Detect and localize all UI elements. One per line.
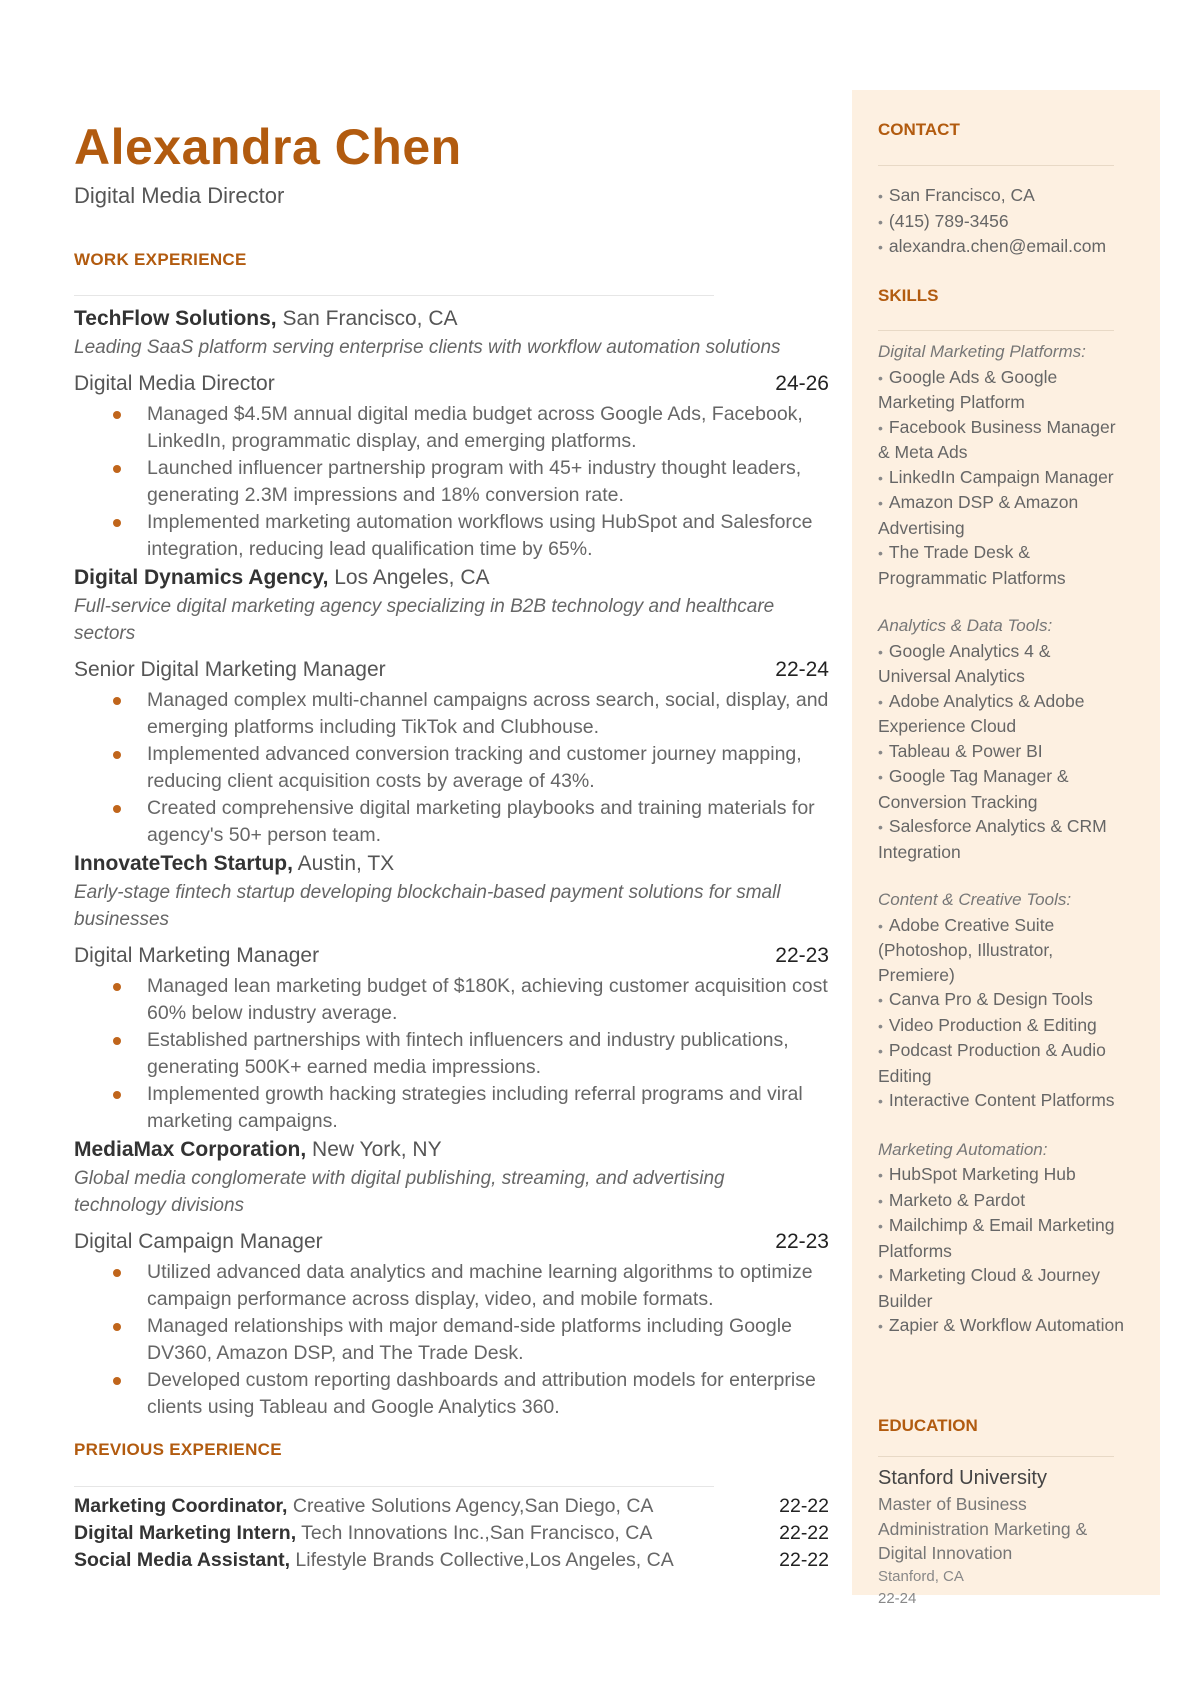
previous-org: Lifestyle Brands Collective,Los Angeles, CA	[290, 1549, 674, 1571]
job-entry	[74, 563, 829, 849]
contact-location: • San Francisco, CA	[878, 185, 1035, 205]
contact-email: • alexandra.chen@email.com	[878, 236, 1107, 256]
job-role: Senior Digital Marketing Manager	[74, 658, 386, 681]
skill-item: • Video Production & Editing	[878, 1014, 1097, 1035]
previous-item	[74, 1547, 829, 1574]
job-entry	[74, 304, 829, 563]
education-degree: Master of Business Administration Marketing & Digital Innovation	[878, 1494, 1088, 1563]
job-bullet: Implemented advanced conversion tracking and customer journey mapping, reducing client acquisition costs by average of 43%.	[74, 741, 829, 795]
skill-item: • Facebook Business Manager & Meta Ads	[878, 416, 1116, 462]
job-bullet: Managed lean marketing budget of $180K, achieving customer acquisition cost 60% below industry average.	[74, 973, 829, 1027]
previous-dates: 22-22	[779, 1495, 829, 1517]
job-dates: 22-23	[775, 944, 829, 967]
previous-experience-heading: PREVIOUS EXPERIENCE	[74, 1440, 282, 1459]
skill-item: • Marketing Cloud & Journey Builder	[878, 1265, 1100, 1311]
education-heading: EDUCATION	[878, 1416, 978, 1435]
previous-dates: 22-22	[779, 1522, 829, 1544]
skill-group	[878, 888, 1128, 1114]
skill-item: • Google Tag Manager & Conversion Tracking	[878, 766, 1069, 812]
job-bullet: Established partnerships with fintech influencers and industry publications, generating 500K+ earned media impressions.	[74, 1027, 829, 1081]
job-role-row	[74, 369, 829, 399]
skill-item: • Marketo & Pardot	[878, 1189, 1026, 1210]
job-role-row	[74, 655, 829, 685]
contact-heading: CONTACT	[878, 120, 960, 139]
job-role-row	[74, 941, 829, 971]
contact-list	[878, 183, 1122, 260]
job-description: Full-service digital marketing agency specializing in B2B technology and healthcare sectors	[74, 596, 775, 644]
skill-item: • The Trade Desk & Programmatic Platforms	[878, 542, 1066, 588]
education-school: Stanford University	[878, 1467, 1047, 1489]
skill-item: • Google Ads & Google Marketing Platform	[878, 366, 1058, 412]
education-dates: 22-24	[878, 1589, 917, 1607]
divider	[878, 330, 1114, 331]
education-entry	[878, 1465, 1118, 1610]
skill-item: • Amazon DSP & Amazon Advertising	[878, 492, 1079, 538]
skills-list	[878, 340, 1128, 1363]
previous-item	[74, 1493, 829, 1520]
skill-category: Analytics & Data Tools:	[878, 616, 1053, 635]
skill-group	[878, 614, 1128, 864]
job-bullet: Developed custom reporting dashboards and attribution models for enterprise clients using Tableau and Google Analytics 360.	[74, 1367, 829, 1421]
skill-item: • Tableau & Power BI	[878, 740, 1043, 761]
skill-category: Marketing Automation:	[878, 1139, 1048, 1159]
skill-group	[878, 340, 1128, 590]
job-company: MediaMax Corporation,	[74, 1138, 307, 1161]
job-bullet: Implemented marketing automation workflows using HubSpot and Salesforce integration, reducing lead qualification time by 65%.	[74, 509, 829, 563]
divider	[74, 295, 714, 296]
job-entry	[74, 849, 829, 1135]
contact-phone: • (415) 789-3456	[878, 210, 1009, 231]
job-company: TechFlow Solutions,	[74, 307, 277, 330]
skill-item: • Mailchimp & Email Marketing Platforms	[878, 1215, 1115, 1261]
previous-org: Tech Innovations Inc.,San Francisco, CA	[296, 1522, 653, 1544]
work-experience-list	[74, 304, 829, 1421]
job-description: Global media conglomerate with digital publishing, streaming, and advertising technology divisions	[74, 1168, 725, 1216]
skill-item: • Zapier & Workflow Automation	[878, 1315, 1124, 1335]
job-bullet: Utilized advanced data analytics and machine learning algorithms to optimize campaign performance across display, video, and mobile formats.	[74, 1259, 829, 1313]
job-dates: 22-24	[775, 658, 829, 681]
job-description: Leading SaaS platform serving enterprise clients with workflow automation solutions	[74, 337, 781, 358]
job-role: Digital Campaign Manager	[74, 1230, 323, 1253]
job-role: Digital Marketing Manager	[74, 944, 320, 967]
job-company-line	[74, 563, 829, 593]
job-location: Los Angeles, CA	[328, 566, 490, 589]
job-company: InnovateTech Startup,	[74, 852, 293, 875]
skill-item: • LinkedIn Campaign Manager	[878, 466, 1114, 487]
previous-dates: 22-22	[779, 1549, 829, 1571]
job-bullet: Created comprehensive digital marketing playbooks and training materials for agency's 50+ person team.	[74, 795, 829, 849]
job-company-line	[74, 1135, 829, 1165]
job-bullet: Implemented growth hacking strategies including referral programs and viral marketing campaigns.	[74, 1081, 829, 1135]
previous-role: Social Media Assistant,	[74, 1549, 291, 1571]
skill-item: • Canva Pro & Design Tools	[878, 989, 1093, 1009]
job-bullets	[74, 973, 829, 1135]
skill-item: • HubSpot Marketing Hub	[878, 1164, 1076, 1184]
skill-category: Digital Marketing Platforms:	[878, 342, 1086, 361]
job-dates: 22-23	[775, 1230, 829, 1253]
divider	[878, 1456, 1114, 1457]
job-bullet: Launched influencer partnership program with 45+ industry thought leaders, generating 2.3M impressions and 18% conversion rate.	[74, 455, 829, 509]
previous-role: Digital Marketing Intern,	[74, 1522, 297, 1544]
job-role-row	[74, 1227, 829, 1257]
job-company: Digital Dynamics Agency,	[74, 566, 329, 589]
job-bullets	[74, 1259, 829, 1421]
skill-item: • Interactive Content Platforms	[878, 1090, 1115, 1110]
job-bullets	[74, 687, 829, 849]
job-entry	[74, 1135, 829, 1421]
previous-role: Marketing Coordinator,	[74, 1495, 288, 1517]
job-location: Austin, TX	[292, 852, 395, 875]
job-description: Early-stage fintech startup developing blockchain-based payment solutions for small businesses	[74, 882, 781, 930]
job-company-line	[74, 304, 829, 334]
skill-item: • Podcast Production & Audio Editing	[878, 1040, 1106, 1086]
job-bullet: Managed $4.5M annual digital media budget across Google Ads, Facebook, LinkedIn, programmatic display, and emerging platforms.	[74, 401, 829, 455]
skill-item: • Google Analytics 4 & Universal Analytics	[878, 640, 1051, 686]
candidate-name: Alexandra Chen	[74, 119, 462, 175]
sidebar	[852, 90, 1160, 1607]
previous-org: Creative Solutions Agency,San Diego, CA	[287, 1495, 654, 1517]
job-bullet: Managed relationships with major demand-side platforms including Google DV360, Amazon DSP, and The Trade Desk.	[74, 1313, 829, 1367]
divider	[74, 1486, 714, 1487]
job-bullets	[74, 401, 829, 563]
job-dates: 24-26	[775, 372, 829, 395]
skill-category: Content & Creative Tools:	[878, 890, 1072, 909]
job-location: San Francisco, CA	[276, 307, 458, 330]
work-experience-heading: WORK EXPERIENCE	[74, 250, 247, 269]
job-role: Digital Media Director	[74, 372, 275, 395]
previous-experience-list	[74, 1493, 829, 1574]
candidate-title: Digital Media Director	[74, 183, 285, 208]
job-bullet: Managed complex multi-channel campaigns across search, social, display, and emerging platforms including TikTok and Clubhouse.	[74, 687, 829, 741]
skill-item: • Salesforce Analytics & CRM Integration	[878, 816, 1107, 862]
job-location: New York, NY	[306, 1138, 442, 1161]
skill-item: • Adobe Analytics & Adobe Experience Cloud	[878, 690, 1085, 736]
education-location: Stanford, CA	[878, 1567, 964, 1585]
skill-group	[878, 1138, 1128, 1339]
skills-heading: SKILLS	[878, 286, 939, 305]
job-company-line	[74, 849, 829, 879]
divider	[878, 165, 1114, 166]
previous-item	[74, 1520, 829, 1547]
skill-item: • Adobe Creative Suite (Photoshop, Illustrator, Premiere)	[878, 914, 1055, 985]
